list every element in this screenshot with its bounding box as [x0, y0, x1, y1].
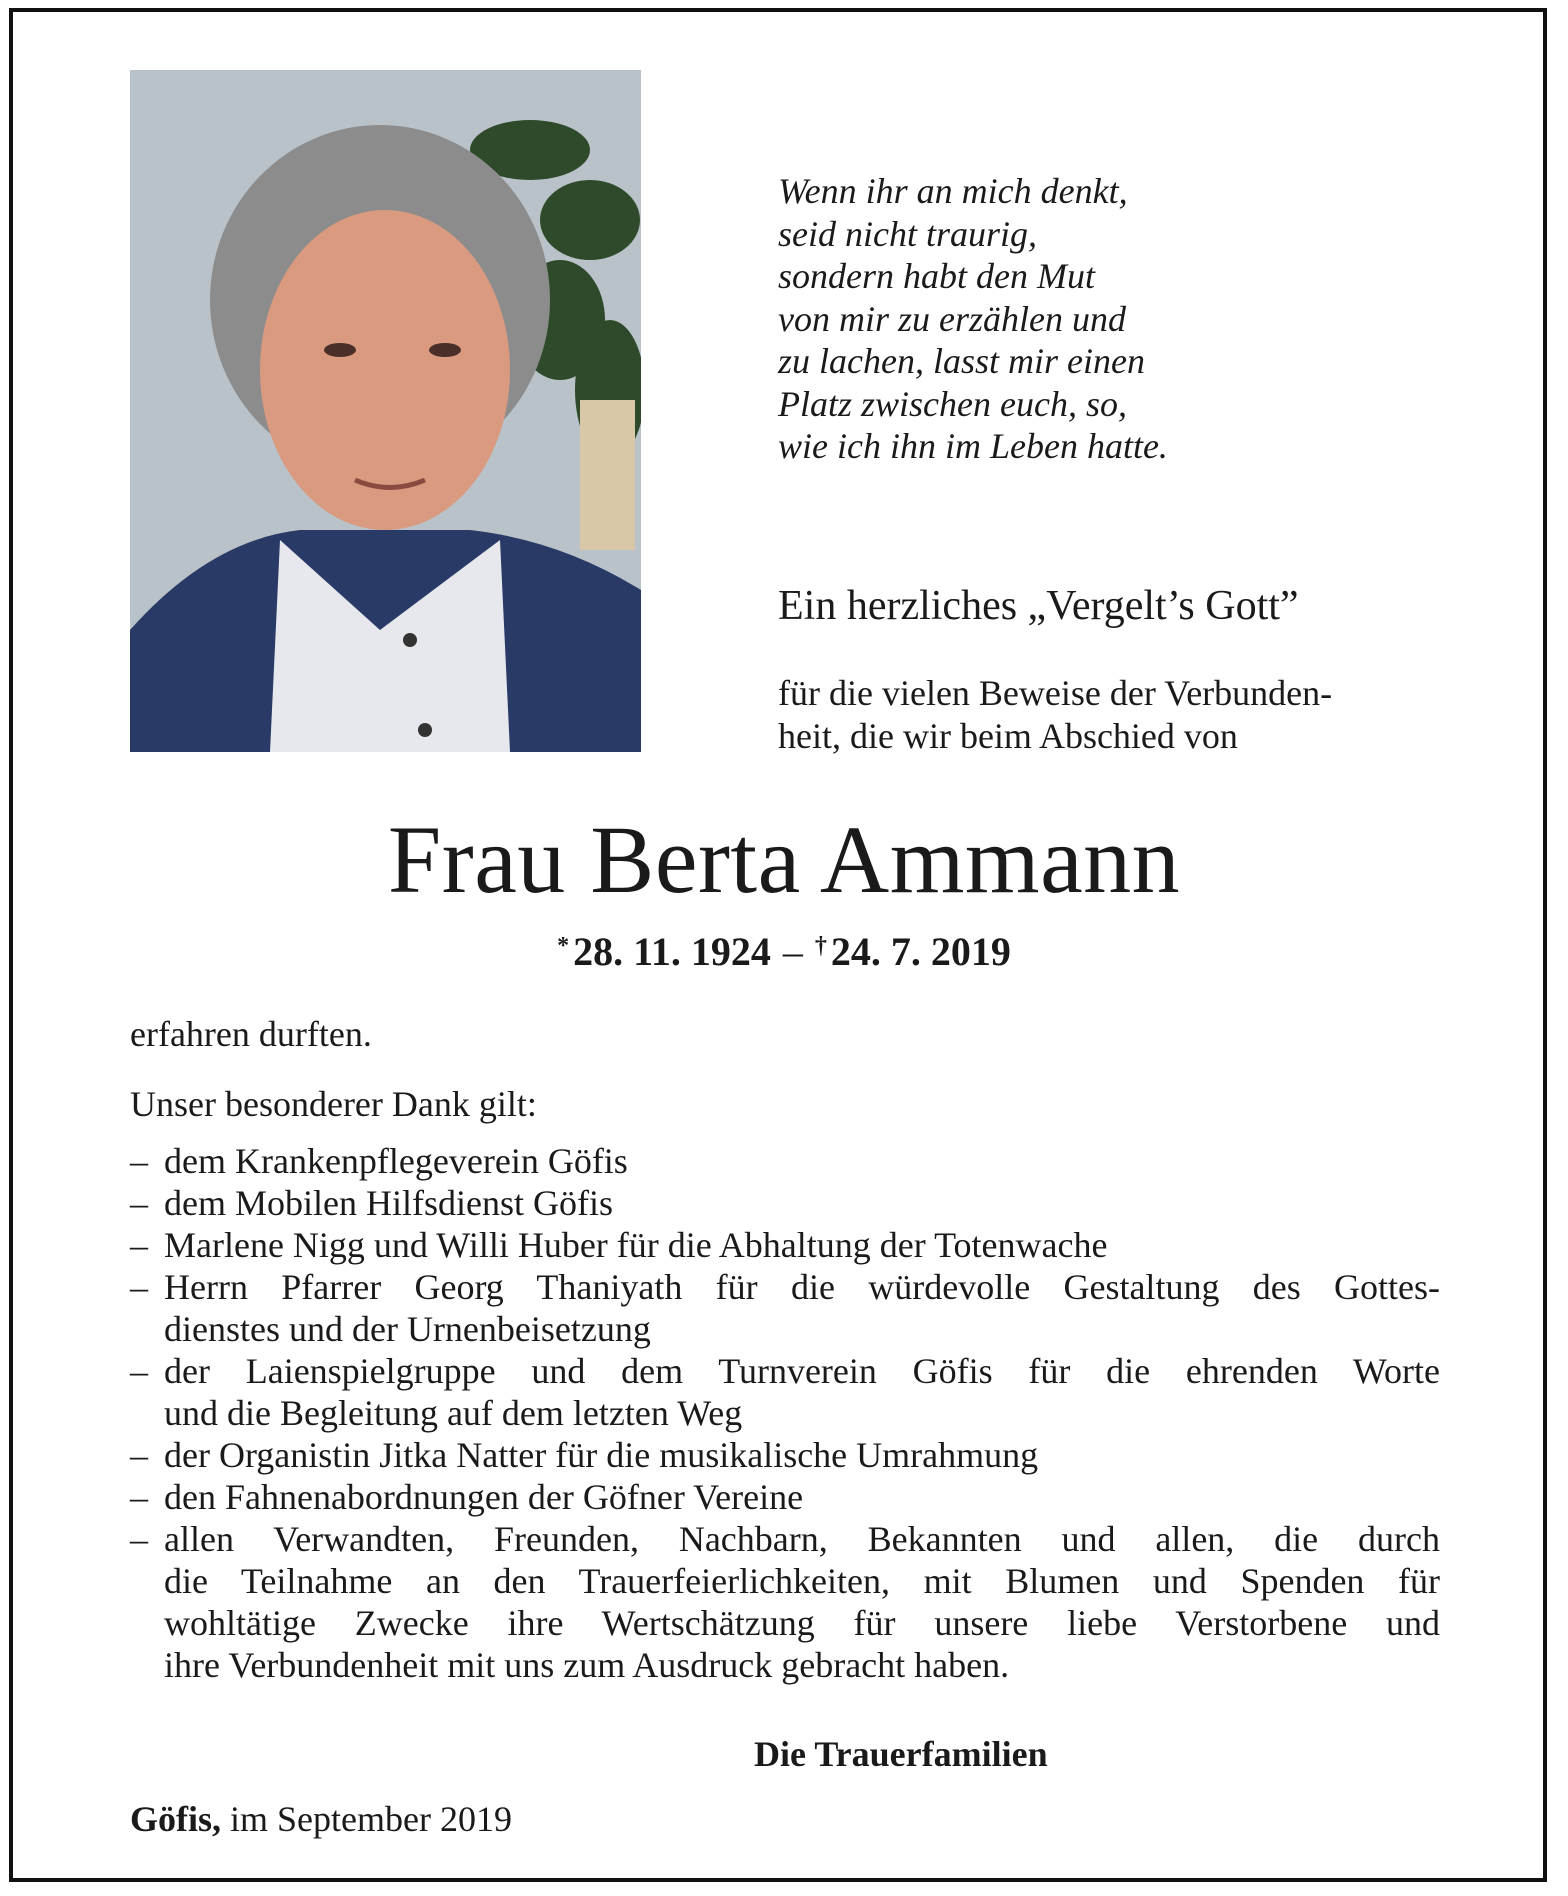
list-item [130, 1434, 1440, 1476]
dank-heading: Unser besonderer Dank gilt: [130, 1084, 537, 1124]
list-bullet: – [130, 1519, 148, 1559]
list-bullet: – [130, 1477, 148, 1517]
list-bullet: – [130, 1141, 148, 1181]
list-item-line: ihre Verbundenheit mit uns zum Ausdruck gebracht haben. [164, 1645, 1010, 1685]
poem-line: von mir zu erzählen und [778, 298, 1126, 339]
list-item-line: die Teilnahme an den Trauerfeierlichkeiten, mit Blumen und Spenden für [164, 1561, 1440, 1601]
poem [778, 170, 1168, 468]
intro-line: heit, die wir beim Abschied von [778, 716, 1238, 756]
list-item-line: dem Mobilen Hilfsdienst Göfis [164, 1183, 613, 1223]
list-item [130, 1182, 1440, 1224]
list-bullet: – [130, 1435, 148, 1475]
poem-line: wie ich ihn im Leben hatte. [778, 426, 1168, 466]
list-item [130, 1350, 1440, 1434]
list-item-line: der Laienspielgruppe und dem Turnverein Göfis für die ehrenden Worte [164, 1351, 1440, 1391]
birth-date: 28. 11. 1924 [573, 929, 771, 974]
intro-text [778, 672, 1332, 758]
poem-line: seid nicht traurig, [778, 213, 1037, 254]
deceased-name: Frau Berta Ammann [387, 806, 1181, 913]
signature: Die Trauerfamilien [754, 1734, 1048, 1774]
list-item [130, 1266, 1440, 1350]
list-item [130, 1140, 1440, 1182]
list-item-line: wohltätige Zwecke ihre Wertschätzung für unsere liebe Verstorbene und [164, 1603, 1440, 1643]
list-item-line: dem Krankenpflegeverein Göfis [164, 1141, 628, 1181]
place-town: Göfis, [130, 1799, 222, 1839]
after-name-text: erfahren durften. [130, 1014, 372, 1054]
list-item [130, 1518, 1440, 1686]
list-bullet: – [130, 1267, 148, 1307]
poem-line: zu lachen, lasst mir einen [778, 341, 1145, 381]
list-item-line: Herrn Pfarrer Georg Thaniyath für die würdevolle Gestaltung des Gottes- [164, 1267, 1440, 1307]
list-item-line: den Fahnenabordnungen der Göfner Vereine [164, 1477, 804, 1517]
list-item-line: der Organistin Jitka Natter für die musikalische Umrahmung [164, 1435, 1039, 1475]
list-bullet: – [130, 1183, 148, 1223]
life-dates [0, 928, 1568, 975]
poem-line: sondern habt den Mut [778, 256, 1095, 296]
portrait-icon [130, 70, 641, 752]
list-item-line: und die Begleitung auf dem letzten Weg [164, 1393, 743, 1433]
death-date: 24. 7. 2019 [830, 929, 1011, 974]
list-item [130, 1224, 1440, 1266]
list-item-line: dienstes und der Urnenbeisetzung [164, 1309, 651, 1349]
intro-line: für die vielen Beweise der Verbunden- [778, 673, 1333, 713]
poem-line: Platz zwischen euch, so, [778, 383, 1127, 424]
list-item-line: allen Verwandten, Freunden, Nachbarn, Bekannten und allen, die durch [164, 1519, 1440, 1559]
poem-line: Wenn ihr an mich denkt, [778, 171, 1128, 211]
date-separator: – [782, 929, 803, 974]
birth-symbol: * [557, 933, 570, 959]
list-bullet: – [130, 1351, 148, 1391]
death-symbol: † [814, 933, 827, 959]
portrait-photo [130, 70, 641, 752]
place-date-text: im September 2019 [230, 1799, 512, 1839]
list-item [130, 1476, 1440, 1518]
list-bullet: – [130, 1225, 148, 1265]
list-item-line: Marlene Nigg und Willi Huber für die Abhaltung der Totenwache [164, 1225, 1108, 1265]
thanks-list [130, 1140, 1440, 1686]
place-date [130, 1798, 512, 1840]
thanks-heading: Ein herzliches „Vergelt’s Gott” [778, 583, 1299, 629]
